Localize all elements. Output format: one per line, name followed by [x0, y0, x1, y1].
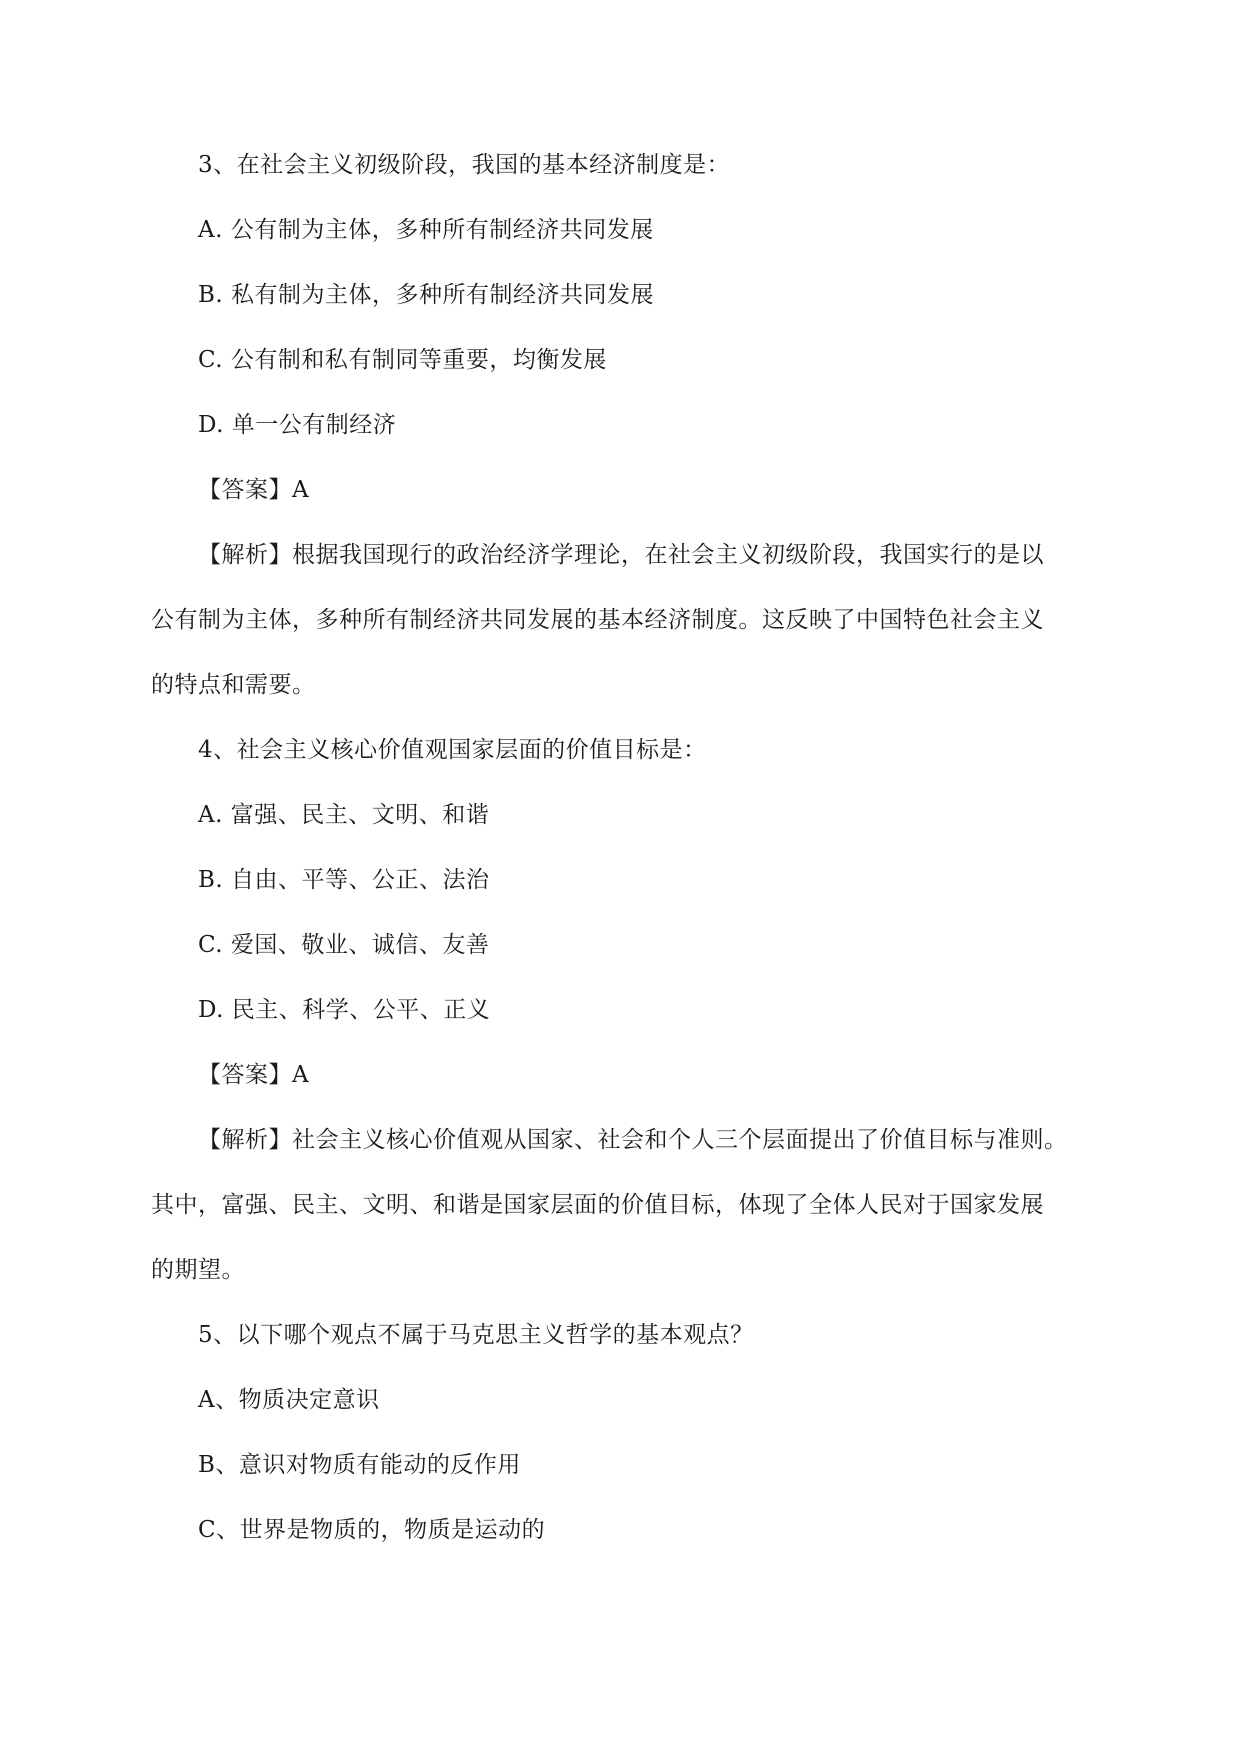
question-4-option-c: C. 爱国、敬业、诚信、友善 — [198, 932, 490, 958]
question-3-option-b: B. 私有制为主体，多种所有制经济共同发展 — [198, 282, 655, 308]
question-3-stem: 3、在社会主义初级阶段，我国的基本经济制度是： — [198, 152, 731, 178]
question-5-stem: 5、以下哪个观点不属于马克思主义哲学的基本观点？ — [198, 1322, 754, 1348]
question-3-analysis-line-1: 【解析】根据我国现行的政治经济学理论，在社会主义初级阶段，我国实行的是以 — [198, 542, 1044, 568]
question-3-option-d: D. 单一公有制经济 — [198, 412, 397, 438]
question-3-analysis-line-3: 的特点和需要。 — [151, 672, 316, 698]
question-3-option-a: A. 公有制为主体，多种所有制经济共同发展 — [198, 217, 654, 243]
question-3-answer: 【答案】A — [198, 477, 310, 503]
question-5-option-b: B、意识对物质有能动的反作用 — [198, 1452, 521, 1478]
question-4-analysis-line-3: 的期望。 — [151, 1257, 245, 1283]
question-4-analysis-line-1: 【解析】社会主义核心价值观从国家、社会和个人三个层面提出了价值目标与准则。 — [198, 1127, 1068, 1153]
question-4-answer: 【答案】A — [198, 1062, 310, 1088]
question-3-analysis-line-2: 公有制为主体，多种所有制经济共同发展的基本经济制度。这反映了中国特色社会主义 — [151, 607, 1044, 633]
question-3-option-c: C. 公有制和私有制同等重要，均衡发展 — [198, 347, 607, 373]
question-5-option-c: C、世界是物质的，物质是运动的 — [198, 1517, 546, 1543]
question-5-option-a: A、物质决定意识 — [198, 1387, 380, 1413]
question-4-option-d: D. 民主、科学、公平、正义 — [198, 997, 491, 1023]
question-4-analysis-line-2: 其中，富强、民主、文明、和谐是国家层面的价值目标，体现了全体人民对于国家发展 — [151, 1192, 1044, 1218]
question-4-option-a: A. 富强、民主、文明、和谐 — [198, 802, 490, 828]
question-4-option-b: B. 自由、平等、公正、法治 — [198, 867, 490, 893]
question-4-stem: 4、社会主义核心价值观国家层面的价值目标是： — [198, 737, 707, 763]
